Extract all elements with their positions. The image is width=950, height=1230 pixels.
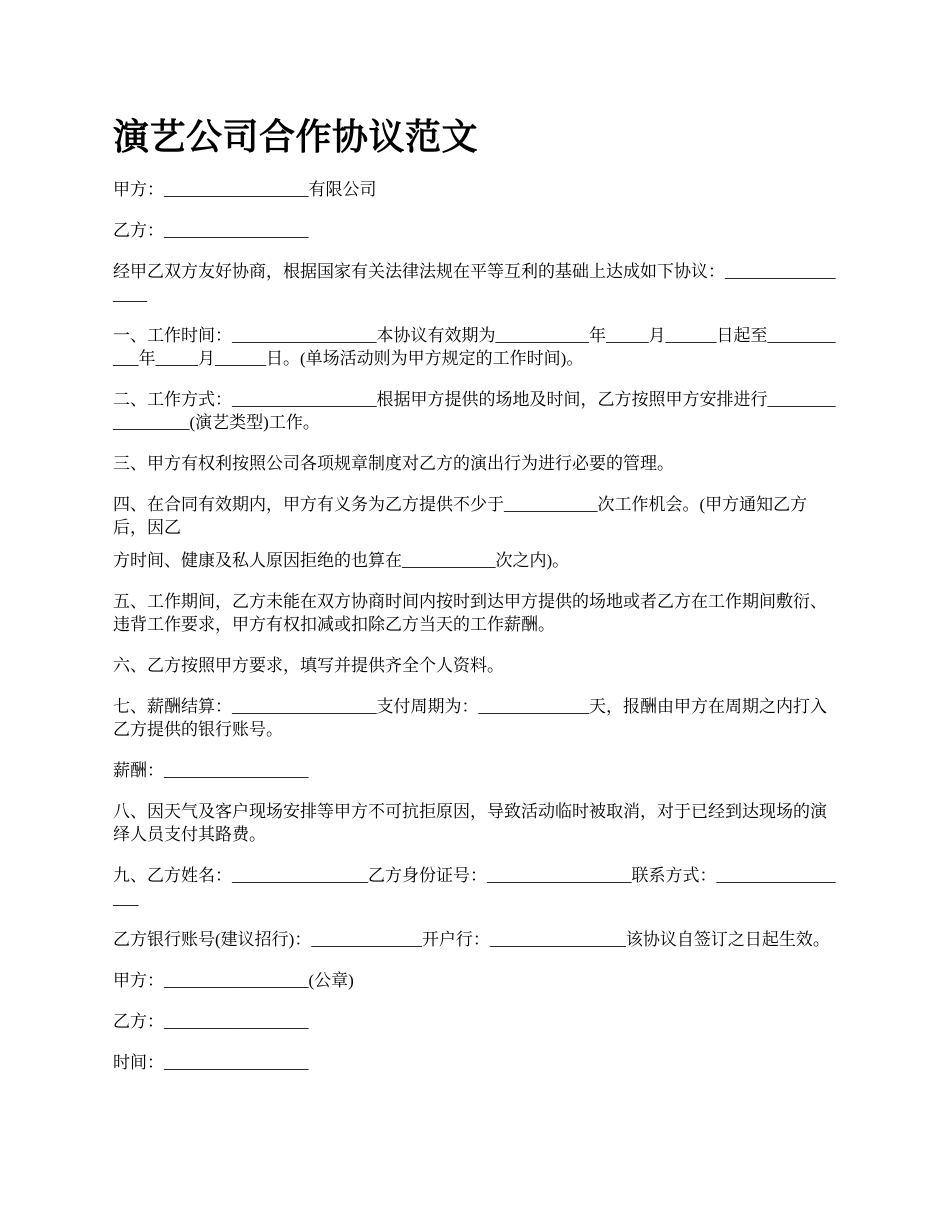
clause-8-cancellation: 八、因天气及客户现场安排等甲方不可抗拒原因，导致活动临时被取消，对于已经到达现场的演绎人员支付其路费。 <box>113 802 827 844</box>
clause-3-management: 三、甲方有权利按照公司各项规章制度对乙方的演出行为进行必要的管理。 <box>113 454 674 473</box>
clause-5-attendance: 五、工作期间，乙方未能在双方协商时间内按时到达甲方提供的场地或者乙方在工作期间敷衍、违背工作要求，甲方有权扣减或扣除乙方当天的工作薪酬。 <box>113 592 827 634</box>
salary-line: 薪酬：_________________ <box>113 761 309 780</box>
bank-account-line: 乙方银行账号(建议招行)：_____________开户行：________________该协议自签订之日起生效。 <box>113 930 830 949</box>
clause-4-continuation: 方时间、健康及私人原因拒绝的也算在___________次之内)。 <box>113 551 570 570</box>
agreement-intro: 经甲乙双方友好协商，根据国家有关法律法规在平等互利的基础上达成如下协议：_________________ <box>113 262 836 304</box>
party-b-line: 乙方：_________________ <box>113 221 309 240</box>
document-body <box>113 112 840 1092</box>
party-a-line: 甲方：_________________有限公司 <box>113 180 377 199</box>
clause-4-work-opportunities: 四、在合同有效期内，甲方有义务为乙方提供不少于___________次工作机会。(甲方通知乙方后，因乙 <box>113 495 808 537</box>
clause-7-payment-settlement: 七、薪酬结算：_________________支付周期为：_____________天，报酬由甲方在周期之内打入乙方提供的银行账号。 <box>113 697 827 739</box>
clause-6-personal-data: 六、乙方按照甲方要求，填写并提供齐全个人资料。 <box>113 656 504 675</box>
clause-2-working-method: 二、工作方式：_________________根据甲方提供的场地及时间，乙方按照甲方安排进行_________________(演艺类型)工作。 <box>113 390 836 432</box>
clause-1-working-time: 一、工作时间：_________________本协议有效期为___________年_____月______日起至___________年_____月______日。(单场活动则为甲方规定的工作时间)。 <box>113 326 836 368</box>
signature-party-b: 乙方：_________________ <box>113 1012 309 1031</box>
document-title: 演艺公司合作协议范文 <box>113 117 479 157</box>
signature-party-a: 甲方：_________________(公章) <box>113 971 354 990</box>
clause-9-party-b-info: 九、乙方姓名：________________乙方身份证号：_________________联系方式：_________________ <box>113 866 836 908</box>
signature-date: 时间：_________________ <box>113 1053 309 1072</box>
